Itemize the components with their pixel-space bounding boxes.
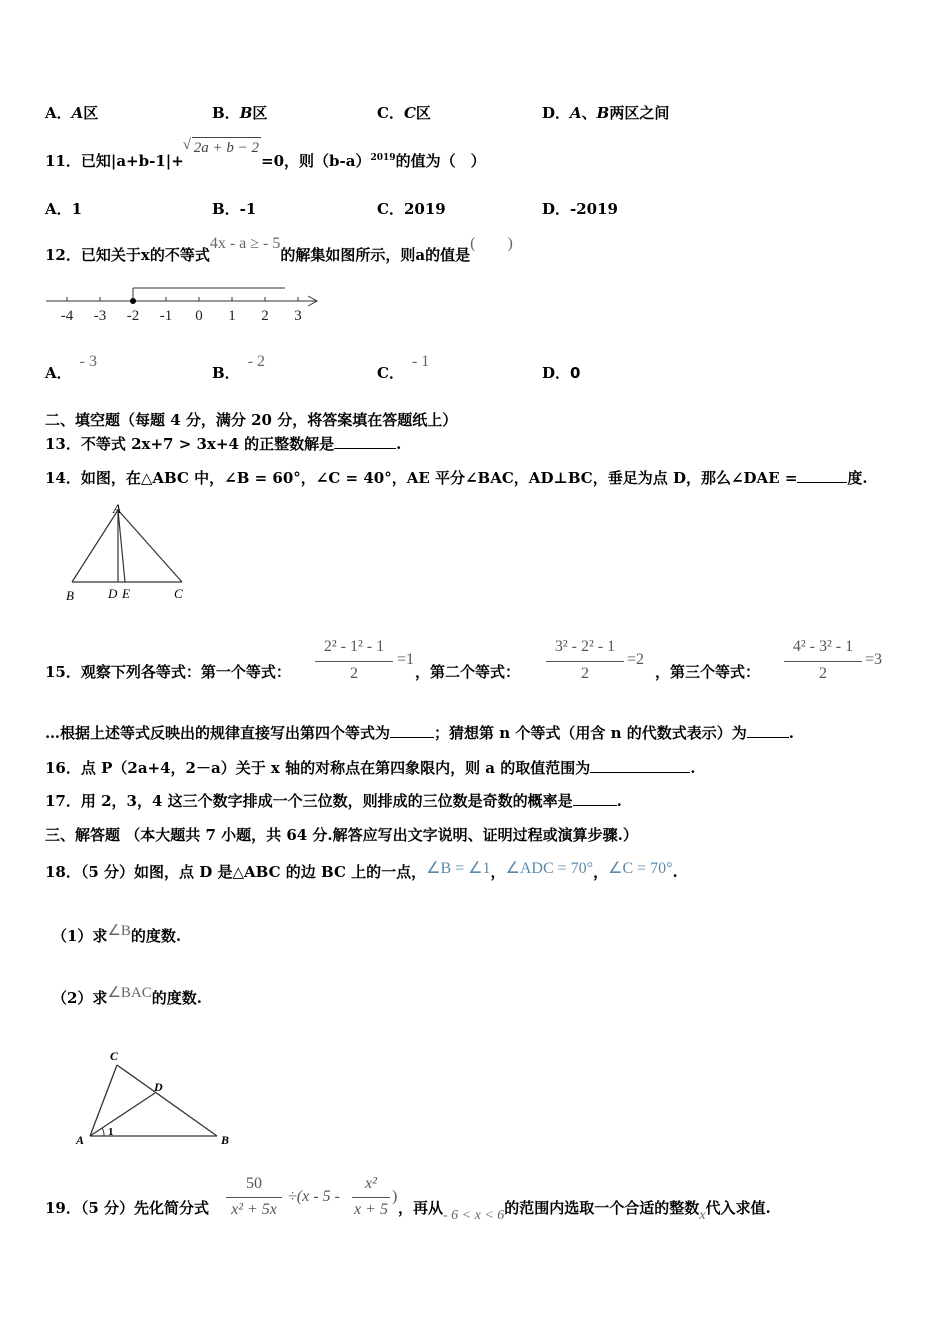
q19-lead: 19．（5 分）先化简分式 — [45, 1199, 210, 1217]
q11-option-a: A．1 — [45, 200, 83, 218]
q12-option-a: A．- 3 — [45, 353, 97, 382]
q15-eq1: 2² - 1² - 1 2 — [315, 638, 395, 690]
q19-fraction-2: x² x + 5 — [352, 1175, 392, 1223]
section2-title: 二、填空题（每题 4 分，满分 20 分，将答案填在答题纸上） — [45, 411, 458, 429]
q12-stem: 12．已知关于x的不等式4x - a ≥ - 5的解集如图所示，则a的值是( ) — [45, 235, 513, 264]
label-c: C — [110, 1049, 119, 1063]
q15-question: …根据上述等式反映出的规律直接写出第四个等式为 ；猜想第 n 个等式（用含 n 的代数式表示）为 . — [45, 724, 794, 742]
tick-label: 3 — [294, 308, 302, 324]
tick-label: 2 — [261, 308, 269, 324]
q12-option-d: D．0 — [542, 364, 581, 382]
label-a: A — [113, 501, 121, 516]
q13-stem: 13．不等式 2x+7 > 3x+4 的正整数解是 . — [45, 435, 402, 453]
q14-stem: 14．如图，在△ABC 中，∠B = 60°，∠C = 40°，AE 平分∠BAC，AD⊥BC，垂足为点 D，那么∠DAE = 度. — [45, 469, 868, 487]
q11-radical: √ 2a + b − 2 — [182, 137, 260, 156]
q13-answer-blank[interactable] — [334, 434, 396, 449]
q18-part2: （2）求∠BAC的度数. — [52, 985, 202, 1007]
q15-blank-1[interactable] — [390, 723, 434, 738]
q10-option-d: D．A、B两区之间 — [542, 104, 670, 122]
q15-second-label: ，第二个等式： — [415, 663, 521, 681]
q15-third-label: ，第三个等式： — [655, 663, 761, 681]
q19-rest: ，再从- 6 < x < 6的范围内选取一个合适的整数x代入求值. — [398, 1199, 771, 1223]
q18-part1: （1）求∠B的度数. — [52, 923, 182, 945]
q12-number-line — [40, 283, 330, 328]
q15-lead: 15．观察下列各等式：第一个等式： — [45, 663, 291, 681]
label-b: B — [66, 588, 74, 603]
q18-triangle-figure — [70, 1045, 240, 1150]
q11-stem: 11．已知|a+b-1|+ √ 2a + b − 2=0，则$(b-a)^{2019}$的值为（ ） — [45, 137, 486, 170]
q15-eq3: 4² - 3² - 1 2 — [784, 638, 864, 690]
q19-close-paren: ) — [392, 1188, 398, 1205]
q12-option-b: B．- 2 — [212, 353, 266, 382]
tick-label: -1 — [159, 308, 173, 324]
tick-label: -2 — [126, 308, 140, 324]
q15-blank-2[interactable] — [747, 723, 789, 738]
q12-option-c: C．- 1 — [377, 353, 430, 382]
q10-option-a: A．A区 — [45, 104, 99, 122]
label-e: E — [122, 586, 130, 601]
tick-label: -4 — [60, 308, 74, 324]
section3-title: 三、解答题 （本大题共 7 小题，共 64 分.解答应写出文字说明、证明过程或演算步骤.） — [45, 826, 638, 844]
q17-answer-blank[interactable] — [573, 791, 617, 806]
tick-label: 1 — [228, 308, 236, 324]
q10-option-b: B．B区 — [212, 104, 268, 122]
q11-option-d: D．-2019 — [542, 200, 618, 218]
label-d: D — [108, 586, 118, 601]
q10-option-c: C．C区 — [377, 104, 431, 122]
label-c: C — [174, 586, 183, 601]
label-d: D — [154, 1080, 163, 1094]
label-angle-1: 1 — [108, 1126, 114, 1138]
solid-point — [130, 298, 136, 304]
tick-label: 0 — [195, 308, 203, 324]
q18-stem: 18．（5 分）如图，点 D 是△ABC 的边 BC 上的一点，∠B = ∠1，∠ADC = 70°，∠C = 70°. — [45, 860, 678, 881]
q14-answer-blank[interactable] — [797, 468, 847, 483]
tick-label: -3 — [93, 308, 107, 324]
label-a: A — [76, 1133, 85, 1147]
label-b: B — [221, 1133, 230, 1147]
q15-eq2-value: =2 — [627, 651, 645, 668]
q19-fraction-1: 50 x² + 5x — [226, 1175, 284, 1223]
q15-eq3-value: =3 — [865, 651, 883, 668]
q16-answer-blank[interactable] — [590, 758, 690, 773]
q19-operator: ÷(x - 5 - — [288, 1188, 340, 1205]
q16-stem: 16．点 P（2a+4，2－a）关于 x 轴的对称点在第四象限内，则 a 的取值范围为 . — [45, 759, 696, 777]
q11-option-b: B．-1 — [212, 200, 257, 218]
q14-triangle-figure — [60, 500, 200, 608]
q15-eq1-value: =1 — [397, 651, 415, 668]
q15-eq2: 3² - 2² - 1 2 — [546, 638, 626, 690]
q17-stem: 17．用 2，3，4 这三个数字排成一个三位数，则排成的三位数是奇数的概率是 . — [45, 792, 622, 810]
q11-option-c: C．2019 — [377, 200, 446, 218]
